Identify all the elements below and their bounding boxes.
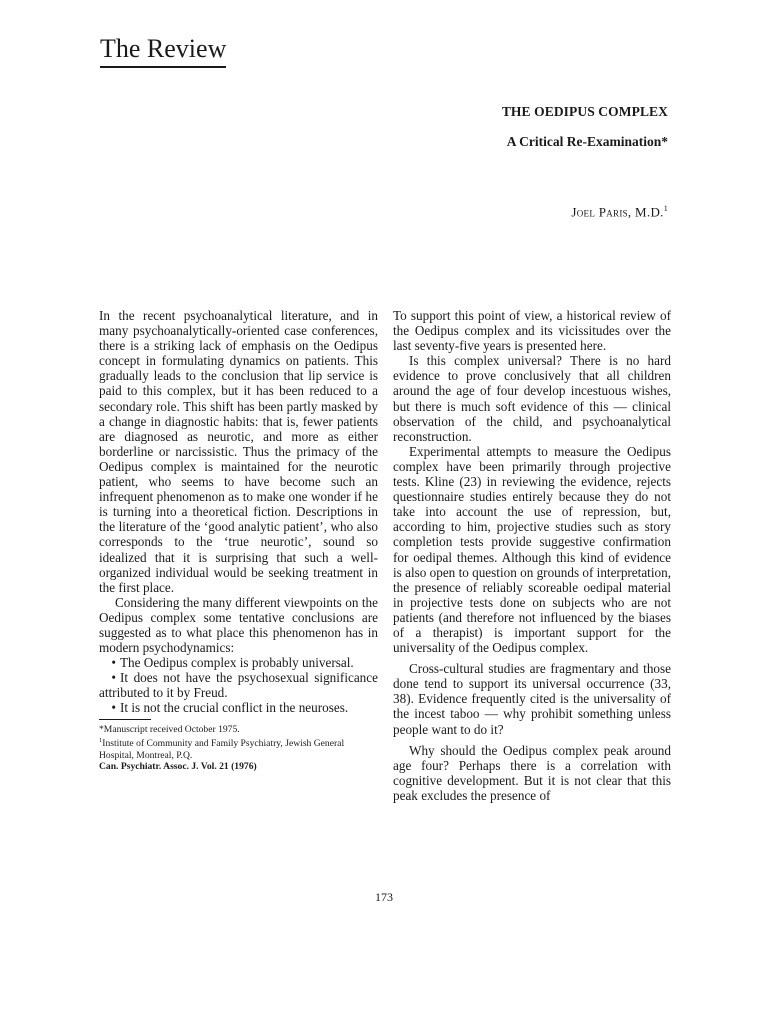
bullet-text: The Oedipus complex is probably universal. [120,655,354,671]
affiliation-footnote [99,735,378,761]
support-paragraph: To support this point of view, a historical review of the Oedipus complex and its vicissitudes over the last seventy-five years is presented here. [393,308,671,354]
universality-paragraph: Is this complex universal? There is no hard evidence to prove conclusively that all children around the age of four develop incestuous wishes, but there is much soft evidence of this — clinical observation of the child, and psychoanalytical reconstruction. [393,353,671,444]
author-name: Joel Paris, M.D. [571,204,664,220]
journal-title: The Review [100,34,226,68]
bullet-text: It is not the crucial conflict in the neuroses. [120,700,349,716]
left-column [99,308,378,773]
bullet-icon: • [111,655,116,671]
right-column [393,308,671,803]
author-line [571,204,668,220]
footnote-divider [99,719,151,720]
intro-paragraph: In the recent psychoanalytical literature, and in many psychoanalytically-oriented case conferences, there is a striking lack of emphasis on the Oedipus concept in formulating dynamics on patients. This gradually leads to the conclusion that lip service is paid to this complex, but it has been reduced to a secondary role. This shift has been partly masked by a change in diagnostic habits: that is, fewer patients are diagnosed as neurotic, and more as either borderline or narcissistic. Thus the primacy of the Oedipus complex is maintained for the neurotic patient, who seems to have become such an infrequent phenomenon as to make one wonder if he is turning into a theoretical fiction. Descriptions in the literature of the ‘good analytic patient’, who also corresponds to the ‘true neurotic’, sound so idealized that it is surprising that such a well-organized individual would be seeking treatment in the first place. [99,308,378,595]
affiliation-footnote-marker: 1 [99,737,103,745]
page-number: 173 [375,890,393,904]
experimental-paragraph: Experimental attempts to measure the Oedipus complex have been primarily through projective tests. Kline (23) in reviewing the evidence, rejects questionnaire studies entirely because they do not take into account the use of repression, but, according to him, projective studies such as story completion tests provide suggestive confirmation for oedipal themes. Although this kind of evidence is also open to question on grounds of interpretation, the presence of reliably scoreable oedipal material in projective tests done on subjects who are not patients (and therefore not influenced by the biases of a therapist) is important support for the universality of the Oedipus complex. [393,443,671,656]
age-peak-paragraph: Why should the Oedipus complex peak around age four? Perhaps there is a correlation with cognitive development. But it is not clear that this peak excludes the presence of [393,742,671,803]
journal-citation: Can. Psychiatr. Assoc. J. Vol. 21 (1976) [99,761,257,773]
cross-cultural-paragraph: Cross-cultural studies are fragmentary and those done tend to support its universal occurrence (33, 38). Evidence frequently cited is the universality of the incest taboo — why prohibit something unless people want to do it? [393,661,671,737]
bullet-text: It does not have the psychosexual significance attributed to it by Freud. [99,670,378,701]
article-subtitle: A Critical Re-Examination* [506,134,668,149]
bullet-item [99,655,378,670]
conclusions-paragraph: Considering the many different viewpoints on the Oedipus complex some tentative conclusions are suggested as to what place this phenomenon has in modern psychodynamics: [99,594,378,656]
bullet-icon: • [111,670,116,686]
affiliation-text: Institute of Community and Family Psychiatry, Jewish General Hospital, Montreal, P.Q. [99,738,345,761]
author-footnote-marker: 1 [663,204,668,213]
bullet-item [99,700,378,715]
article-title: THE OEDIPUS COMPLEX [501,104,668,119]
manuscript-footnote: *Manuscript received October 1975. [99,723,240,735]
bullet-item [99,670,378,700]
bullet-icon: • [111,700,116,716]
